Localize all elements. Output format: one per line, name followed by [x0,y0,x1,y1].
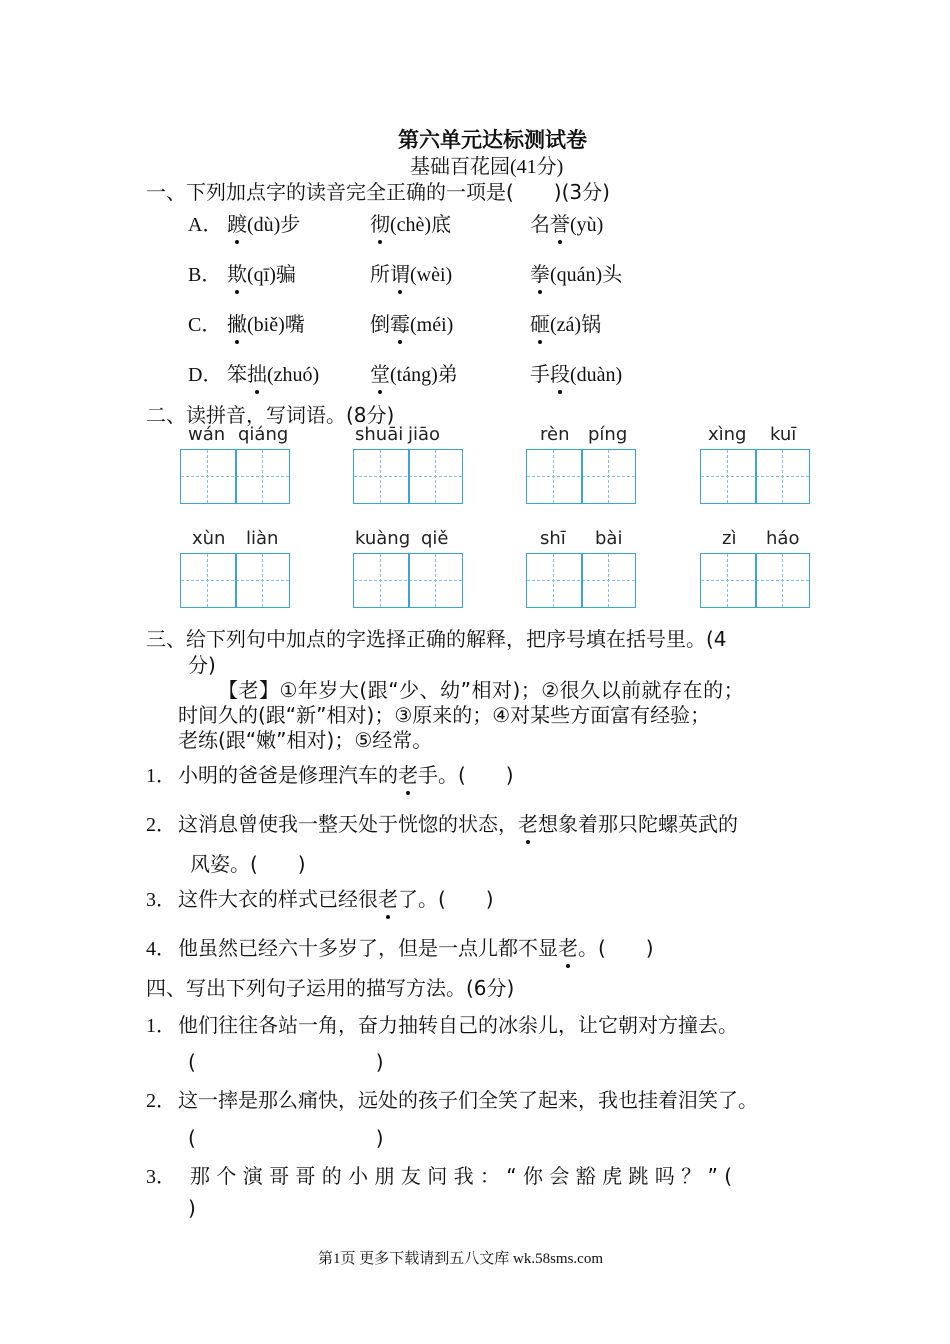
q4-item-number: 3． [146,1166,176,1188]
q1-option-item-dotted-char: 霉 [390,308,410,337]
writing-grid[interactable] [353,553,463,608]
pinyin-label: bài [595,528,623,549]
q1-option-item-dotted-char: 彻 [370,208,390,237]
q1-option-item [370,308,453,337]
pinyin-label: píng [588,424,628,445]
q1-option-item-dotted-char: 誉 [550,208,570,237]
q4-answer-blank[interactable]: ( ) [188,1126,384,1150]
page-footer: 第1页 更多下载请到五八文库 wk.58sms.com [318,1251,604,1267]
q1-option-item-text: 所 [370,264,390,286]
q3-item-number: 2． [146,814,176,836]
q4-answer-blank[interactable]: ) [188,1196,196,1220]
page-subtitle: 基础百花园(41分) [410,156,564,178]
grid-line [262,554,263,607]
q1-option-item-text: (zá)锅 [550,314,602,336]
pinyin-label: xùn [192,528,226,549]
q1-option-item-text: (biě)嘴 [247,314,305,336]
pinyin-label: xìng [708,424,747,445]
q1-option-item-dotted-char: 踱 [227,208,247,237]
grid-line [581,450,583,503]
q1-option-item [530,258,622,287]
grid-line [755,450,757,503]
q3-item-text: 他虽然已经六十多岁了，但是一点儿都不显 [178,936,558,960]
writing-grid[interactable] [700,553,810,608]
writing-grid[interactable] [526,449,636,504]
q3-heading-line1: 三、给下列句中加点的字选择正确的解释，把序号填在括号里。(4 [146,627,727,651]
grid-line [581,554,583,607]
q1-option-item [227,258,296,287]
q1-option-item-dotted-char: 撇 [227,308,247,337]
grid-line [727,450,728,503]
grid-line [727,554,728,607]
q1-option-item-text: (zhuó) [267,364,320,386]
q3-definition-line3: 老练(跟“嫩”相对)；⑤经常。 [178,728,433,752]
q3-item-text: 这消息曾使我一整天处于恍惚的状态， [178,812,518,836]
grid-line [380,450,381,503]
q1-option-item-dotted-char: 段 [550,358,570,387]
q1-option-item-text: 名 [530,214,550,236]
q1-option-item-text: (qī)骗 [247,264,296,286]
grid-line [207,450,208,503]
q1-option-item [227,358,319,387]
q3-item-dotted-char: 老 [518,808,538,837]
q3-item-text: 小明的爸爸是修理汽车的 [178,763,398,787]
grid-line [782,554,783,607]
q3-item-dotted-char: 老 [558,932,578,961]
q1-option-item-dotted-char: 堂 [370,358,390,387]
q4-item-text: 这一摔是那么痛快，远处的孩子们全笑了起来，我也挂着泪笑了。 [178,1088,758,1112]
q1-option-item [227,308,305,337]
q1-option-label: C． [188,314,222,336]
q1-option-item-text: (duàn) [570,364,623,386]
q3-item-number: 4． [146,938,176,960]
pinyin-label: qiě [421,528,449,549]
q1-option-item-text: 手 [530,364,550,386]
writing-grid[interactable] [180,553,290,608]
q3-item2-continuation: 风姿。( ) [190,852,306,876]
grid-line [235,554,237,607]
grid-line [408,450,410,503]
writing-grid[interactable] [353,449,463,504]
pinyin-label: qiáng [238,424,289,445]
grid-line [608,554,609,607]
grid-line [608,450,609,503]
q4-heading: 四、写出下列句子运用的描写方法。(6分) [146,976,515,1000]
q3-definition-line1: 【老】①年岁大(跟“少、幼”相对)；②很久以前就存在的； [218,678,745,702]
q4-answer-blank[interactable]: ( ) [188,1050,384,1074]
pinyin-label: shuāi [355,424,404,445]
q3-item-text [178,932,654,961]
q4-item-text: 那 个 演 哥 哥 的 小 朋 友 问 我 ： “ 你 会 豁 虎 跳 吗 ？ ” ( [190,1164,733,1188]
q1-option-item-text: (wèi) [410,264,453,286]
q2-heading: 二、读拼音，写词语。(8分) [146,403,395,427]
pinyin-label: kuàng [355,528,411,549]
q1-option-item-dotted-char: 拙 [247,358,267,387]
q1-option-item [370,208,451,237]
q1-option-item [370,358,458,387]
grid-line [262,450,263,503]
q3-item-text: 这件大衣的样式已经很 [178,887,378,911]
q3-heading-line2: 分) [188,653,216,677]
page-title: 第六单元达标测试卷 [398,128,587,152]
writing-grid[interactable] [526,553,636,608]
q1-option-item [530,358,622,387]
pinyin-label: rèn [540,424,570,445]
q3-definition-line2: 时间久的(跟“新”相对)；③原来的；④对某些方面富有经验； [178,703,711,727]
q3-item-text: 了。( ) [398,887,494,911]
q1-option-label: B． [188,264,222,286]
grid-line [207,554,208,607]
q3-item-text: 想象着那只陀螺英武的 [538,812,738,836]
q1-option-item-text: (táng)弟 [390,364,458,386]
q1-option-item-text: (chè)底 [390,214,452,236]
writing-grid[interactable] [700,449,810,504]
pinyin-label: zì [722,528,737,549]
pinyin-label: kuī [770,424,797,445]
pinyin-label: háo [766,528,800,549]
q1-option-item-text: (dù)步 [247,214,301,236]
q1-option-item-dotted-char: 拳 [530,258,550,287]
q1-option-item-text: 笨 [227,364,247,386]
grid-line [235,450,237,503]
writing-grid[interactable] [180,449,290,504]
q1-option-label: A． [188,214,223,236]
q1-option-item-text: (quán)头 [550,264,623,286]
grid-line [435,554,436,607]
q3-item-text: 手。( ) [418,763,514,787]
q1-option-item-text: (yù) [570,214,604,236]
q3-item-text [178,883,494,912]
q3-item-number: 3． [146,889,176,911]
pinyin-label: wán [188,424,226,445]
q1-option-item-text: 倒 [370,314,390,336]
q3-item-dotted-char: 老 [398,759,418,788]
grid-line [755,554,757,607]
grid-line [435,450,436,503]
q3-item-dotted-char: 老 [378,883,398,912]
grid-line [782,450,783,503]
grid-line [553,554,554,607]
q1-option-item [227,208,300,237]
q1-option-item [530,308,601,337]
grid-line [553,450,554,503]
q4-item-number: 1． [146,1015,176,1037]
q3-item-number: 1． [146,765,176,787]
q1-option-label: D． [188,364,223,386]
q4-item-number: 2． [146,1090,176,1112]
q1-option-item-dotted-char: 砸 [530,308,550,337]
pinyin-label: liàn [246,528,279,549]
grid-line [408,554,410,607]
pinyin-label: jiāo [408,424,441,445]
q1-option-item [370,258,452,287]
q3-item-text: 。( ) [578,936,654,960]
q1-option-item [530,208,603,237]
q1-heading: 一、下列加点字的读音完全正确的一项是( )(3分) [146,180,610,204]
q1-option-item-text: (méi) [410,314,454,336]
grid-line [380,554,381,607]
q4-item-text: 他们往往各站一角，奋力抽转自己的冰尜儿，让它朝对方撞去。 [178,1013,738,1037]
q3-item-text [178,759,514,788]
q1-option-item-dotted-char: 谓 [390,258,410,287]
q1-option-item-dotted-char: 欺 [227,258,247,287]
pinyin-label: shī [540,528,566,549]
q3-item-text [178,808,738,837]
